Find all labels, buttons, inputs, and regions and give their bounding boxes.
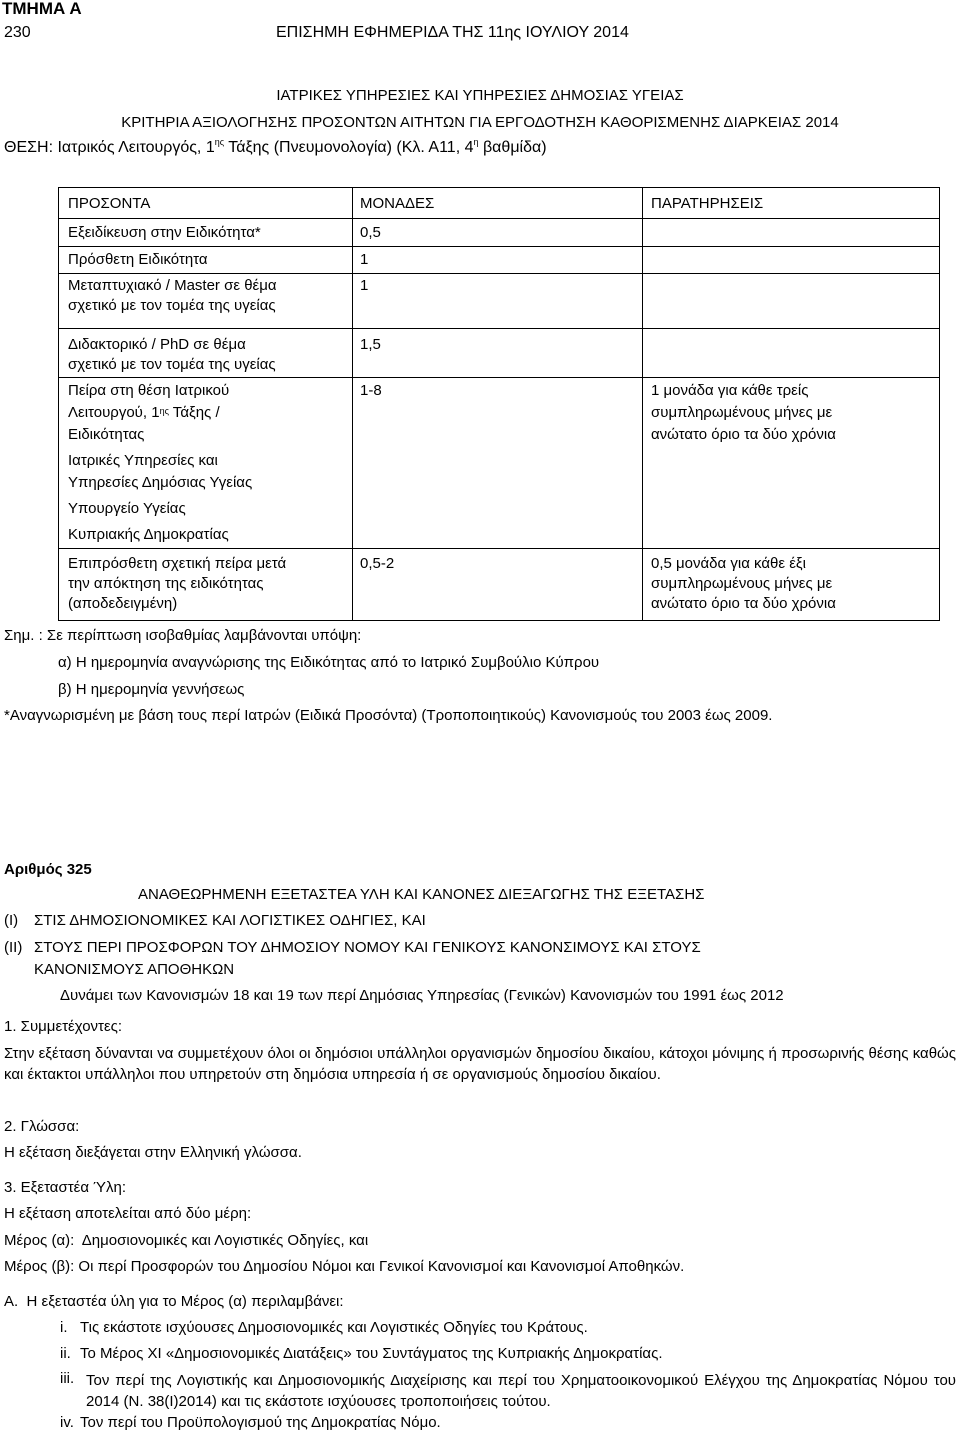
row-5-qualification: Πείρα στη θέση Ιατρικού Λειτουργού, $1^{\eta\varsigma}$ Τάξης / Ειδικότητας Ιατρικές Υπηρεσίες και Υπηρεσίες Δημόσιας Υγείας Υπουργείο Υγείας Κυπριακής Δημοκρατίας <box>68 382 253 543</box>
row-2-units: 1 <box>360 251 369 268</box>
notice-number: Αριθμός 325 <box>4 861 92 878</box>
table-row <box>59 219 940 247</box>
table-row <box>59 549 940 621</box>
section-2-heading: 2. Γλώσσα: <box>4 1118 80 1135</box>
item-2-number: (II) <box>4 939 23 956</box>
part-a-contents-heading: Α. Η εξεταστέα ύλη για το Μέρος (α) περιλαμβάνει: <box>4 1293 344 1310</box>
list-item-number: iv. <box>60 1414 74 1431</box>
list-item: Το Μέρος XI «Δημοσιονομικές Διατάξεις» του Συντάγματος της Κυπριακής Δημοκρατίας. <box>80 1345 663 1362</box>
position-line: ΘΕΣΗ: Ιατρικός Λειτουργός, $1^{\eta\varsigma}$ Τάξης (Πνευμονολογία) (Κλ. Α11, $4^\eta$ βαθμίδα) <box>4 137 547 156</box>
page-number: 230 <box>4 24 31 41</box>
footnote: *Αναγνωρισμένη με βάση τους περί Ιατρών (Ειδικά Προσόντα) (Τροποποιητικούς) Κανονισμούς του 2003 έως 2009. <box>4 707 773 724</box>
row-6-units: 0,5-2 <box>360 555 395 572</box>
notice-title: ΑΝΑΘΕΩΡΗΜΕΝΗ ΕΞΕΤΑΣΤΕΑ ΥΛΗ ΚΑΙ ΚΑΝΟΝΕΣ ΔΙΕΞΑΓΩΓΗΣ ΤΗΣ ΕΞΕΤΑΣΗΣ <box>138 886 705 903</box>
table-row <box>59 329 940 378</box>
header-units: ΜΟΝΑΔΕΣ <box>360 195 435 212</box>
section-2-text: Η εξέταση διεξάγεται στην Ελληνική γλώσσα. <box>4 1144 302 1161</box>
section-label: ΤΜΗΜΑ Α <box>2 0 82 18</box>
section-1-text: Στην εξέταση δύνανται να συμμετέχουν όλοι οι δημόσιοι υπάλληλοι οργανισμών δημοσίου δικαίου, κάτοχοι μόνιμης ή προσωρινής θέσης καθώς και έκτακτοι υπάλληλοι που υπηρετούν στη δημόσια υπηρεσία ή σε οργανισμούς δημοσίου δικαίου. <box>4 1045 956 1083</box>
table-header-row <box>59 188 940 219</box>
header-qualifications: ΠΡΟΣΟΝΤΑ <box>68 195 151 212</box>
section-3-text: Η εξέταση αποτελείται από δύο μέρη: <box>4 1205 252 1222</box>
row-3-qualification: Μεταπτυχιακό / Master σε θέμα σχετικό με τον τομέα της υγείας <box>68 277 277 314</box>
tie-note-b: β) Η ημερομηνία γεννήσεως <box>58 681 245 698</box>
list-item: Τον περί της Λογιστικής και Δημοσιονομικής Διαχείρισης και περί του Χρηματοοικονομικού Ελέγχου της Δημοκρατίας Νόμου του 2014 (Ν. 38(Ι)2014) και τις εκάστοτε ισχύουσες τροποποιήσεις τούτου. <box>86 1372 956 1410</box>
list-item-number: iii. <box>60 1370 75 1387</box>
tie-note: Σημ. : Σε περίπτωση ισοβαθμίας λαμβάνονται υπόψη: <box>4 627 362 644</box>
row-6-remarks: 0,5 μονάδα για κάθε έξι συμπληρωμένους μήνες με ανώτατο όριο τα δύο χρόνια <box>651 555 836 612</box>
list-item-number: i. <box>60 1319 68 1336</box>
table-row <box>59 247 940 274</box>
row-5-remarks: 1 μονάδα για κάθε τρείς συμπληρωμένους μήνες με ανώτατο όριο τα δύο χρόνια <box>651 382 836 443</box>
row-1-qualification: Εξειδίκευση στην Ειδικότητα* <box>68 224 261 241</box>
authority-line: Δυνάμει των Κανονισμών 18 και 19 των περί Δημόσιας Υπηρεσίας (Γενικών) Κανονισμών του 1991 έως 2012 <box>60 987 784 1004</box>
row-4-qualification: Διδακτορικό / PhD σε θέμα σχετικό με τον τομέα της υγείας <box>68 336 276 373</box>
list-item-number: ii. <box>60 1345 71 1362</box>
part-a: Μέρος (α): Δημοσιονομικές και Λογιστικές Οδηγίες, και <box>4 1232 369 1249</box>
row-2-qualification: Πρόσθετη Ειδικότητα <box>68 251 208 268</box>
list-item: Τον περί του Προϋπολογισμού της Δημοκρατίας Νόμο. <box>80 1414 441 1431</box>
table-row <box>59 378 940 549</box>
row-6-qualification: Επιπρόσθετη σχετική πείρα μετά την απόκτηση της ειδικότητας (αποδεδειγμένη) <box>68 555 287 612</box>
section-1-heading: 1. Συμμετέχοντες: <box>4 1018 123 1035</box>
doc1-title-1: ΙΑΤΡΙΚΕΣ ΥΠΗΡΕΣΙΕΣ ΚΑΙ ΥΠΗΡΕΣΙΕΣ ΔΗΜΟΣΙΑΣ ΥΓΕΙΑΣ <box>276 87 684 104</box>
part-b: Μέρος (β): Οι περί Προσφορών του Δημοσίου Νόμοι και Γενικοί Κανονισμοί και Κανονισμοί Αποθηκών. <box>4 1258 685 1275</box>
row-3-units: 1 <box>360 277 369 294</box>
item-1-text: ΣΤΙΣ ΔΗΜΟΣΙΟΝΟΜΙΚΕΣ ΚΑΙ ΛΟΓΙΣΤΙΚΕΣ ΟΔΗΓΙΕΣ, ΚΑΙ <box>34 912 426 929</box>
item-2-text-b: ΚΑΝΟΝΙΣΜΟΥΣ ΑΠΟΘΗΚΩΝ <box>34 961 235 978</box>
row-1-units: 0,5 <box>360 224 381 241</box>
table-row <box>59 274 940 329</box>
item-2-text-a: ΣΤΟΥΣ ΠΕΡΙ ΠΡΟΣΦΟΡΩΝ ΤΟΥ ΔΗΜΟΣΙΟΥ ΝΟΜΟΥ ΚΑΙ ΓΕΝΙΚΟΥΣ ΚΑΝΟΝΣΙΜΟΥΣ ΚΑΙ ΣΤΟΥΣ <box>34 939 701 956</box>
item-1-number: (I) <box>4 912 19 929</box>
criteria-table <box>58 187 940 621</box>
section-3-heading: 3. Εξεταστέα Ύλη: <box>4 1179 127 1196</box>
header-remarks: ΠΑΡΑΤΗΡΗΣΕΙΣ <box>651 195 764 212</box>
list-item: Τις εκάστοτε ισχύουσες Δημοσιονομικές και Λογιστικές Οδηγίες του Κράτους. <box>80 1319 588 1336</box>
gazette-title: ΕΠΙΣΗΜΗ ΕΦΗΜΕΡΙΔΑ ΤΗΣ 11ης ΙΟΥΛΙΟΥ 2014 <box>276 24 629 41</box>
tie-note-a: α) Η ημερομηνία αναγνώρισης της Ειδικότητας από το Ιατρικό Συμβούλιο Κύπρου <box>58 654 600 671</box>
doc1-title-2: ΚΡΙΤΗΡΙΑ ΑΞΙΟΛΟΓΗΣΗΣ ΠΡΟΣΟΝΤΩΝ ΑΙΤΗΤΩΝ ΓΙΑ ΕΡΓΟΔΟΤΗΣΗ ΚΑΘΟΡΙΣΜΕΝΗΣ ΔΙΑΡΚΕΙΑΣ 2014 <box>121 114 839 131</box>
row-4-units: 1,5 <box>360 336 381 353</box>
row-5-units: 1-8 <box>360 382 382 399</box>
